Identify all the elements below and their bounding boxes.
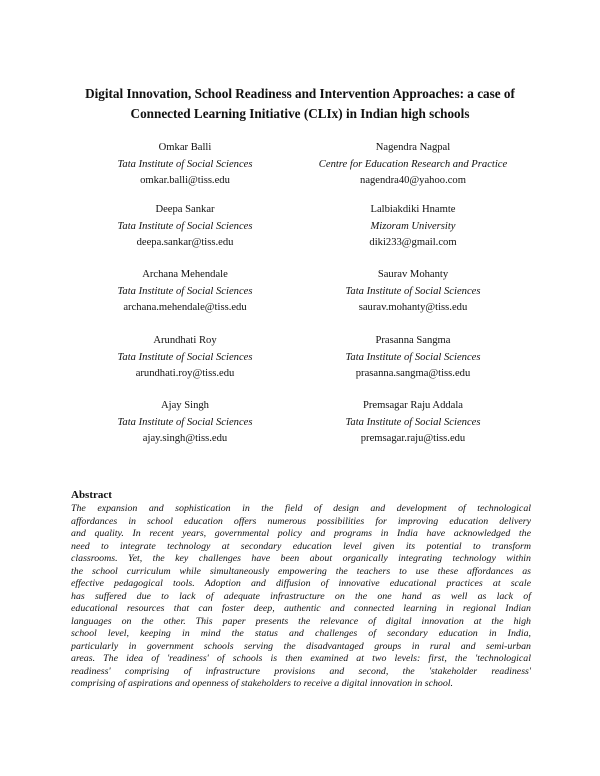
author-name: Premsagar Raju Addala	[362, 400, 464, 411]
author-block	[55, 267, 315, 317]
paper-title	[40, 84, 560, 124]
author-name: Nagendra Nagpal	[375, 142, 451, 153]
abstract-line: the school curriculum while simultaneously empowering the teachers to use these affordances as	[71, 565, 531, 577]
title-line: Connected Learning Initiative (CLIx) in Indian high schools	[130, 106, 470, 121]
author-affiliation: Centre for Education Research and Practice	[318, 158, 508, 170]
author-affiliation: Tata Institute of Social Sciences	[345, 416, 481, 428]
abstract-line: and quality. In recent years, governmental policy and programs in India have acknowledged the	[71, 528, 531, 539]
author-affiliation: Tata Institute of Social Sciences	[117, 158, 253, 170]
author-affiliation: Tata Institute of Social Sciences	[345, 351, 481, 363]
author-block	[55, 333, 315, 383]
abstract-line: particularly in government schools serving the disadvantaged groups in rural and semi-urban	[71, 640, 531, 652]
author-affiliation: Mizoram University	[370, 220, 456, 232]
abstract-section	[71, 488, 531, 691]
author-email: archana.mehendale@tiss.edu	[123, 302, 247, 313]
author-block	[55, 202, 315, 252]
abstract-line: classrooms. Yet, the key challenges have been about organically integrating technology within	[71, 553, 531, 564]
abstract-line: educational resources that can foster deep, authentic and connected learning in regional Indian	[71, 603, 531, 614]
abstract-heading: Abstract	[71, 489, 112, 501]
author-block	[283, 267, 543, 317]
abstract-line: affordances in school education offers numerous possibilities for improving education delivery	[71, 515, 531, 527]
abstract-body	[71, 503, 531, 691]
author-affiliation: Tata Institute of Social Sciences	[117, 285, 253, 297]
author-name: Ajay Singh	[161, 400, 209, 411]
author-email: prasanna.sangma@tiss.edu	[355, 368, 471, 379]
abstract-line: need to integrate technology at secondary education level given its potential to transform	[71, 540, 531, 552]
author-affiliation: Tata Institute of Social Sciences	[117, 220, 253, 232]
author-name: Lalbiakdiki Hnamte	[370, 204, 456, 215]
author-email: arundhati.roy@tiss.edu	[135, 368, 235, 379]
author-block	[55, 398, 315, 448]
author-block	[283, 202, 543, 252]
abstract-line: comprising of aspirations and openness of stakeholders to receive a digital innovation in school.	[71, 678, 453, 689]
author-name: Deepa Sankar	[155, 204, 215, 215]
abstract-line: has suffered due to lack of adequate infrastructure on the one hand as well as lack of	[71, 590, 531, 602]
abstract-line: The expansion and sophistication in the field of design and development of technological	[71, 503, 531, 514]
author-block	[55, 140, 315, 190]
author-name: Prasanna Sangma	[375, 335, 451, 346]
title-line: Digital Innovation, School Readiness and Intervention Approaches: a case of	[85, 86, 515, 101]
abstract-line: readiness' comprising of infrastructure provisions and second, the 'stakeholder readiness'	[71, 665, 531, 677]
author-email: omkar.balli@tiss.edu	[140, 175, 230, 186]
author-email: saurav.mohanty@tiss.edu	[358, 302, 468, 313]
author-email: nagendra40@yahoo.com	[360, 175, 466, 186]
author-name: Archana Mehendale	[142, 269, 228, 280]
author-name: Saurav Mohanty	[377, 269, 449, 280]
abstract-line: languages on the other. This paper presents the relevance of digital innovation at the high	[71, 615, 531, 627]
author-email: ajay.singh@tiss.edu	[142, 433, 228, 444]
abstract-line: areas. The idea of 'readiness' of schools is then examined at two levels: first, the 'technological	[71, 653, 531, 664]
abstract-line: school level, keeping in mind the status and challenges of secondary education in India,	[71, 628, 531, 639]
author-name: Omkar Balli	[158, 142, 212, 153]
author-affiliation: Tata Institute of Social Sciences	[117, 416, 253, 428]
author-name: Arundhati Roy	[153, 335, 217, 346]
author-block	[283, 333, 543, 383]
author-affiliation: Tata Institute of Social Sciences	[345, 285, 481, 297]
author-block	[283, 140, 543, 190]
author-block	[283, 398, 543, 448]
author-affiliation: Tata Institute of Social Sciences	[117, 351, 253, 363]
abstract-line: effective pedagogical tools. Adoption and diffusion of innovative educational practices at scale	[71, 578, 531, 589]
author-email: premsagar.raju@tiss.edu	[360, 433, 466, 444]
author-email: deepa.sankar@tiss.edu	[136, 237, 234, 248]
author-email: diki233@gmail.com	[369, 237, 457, 248]
